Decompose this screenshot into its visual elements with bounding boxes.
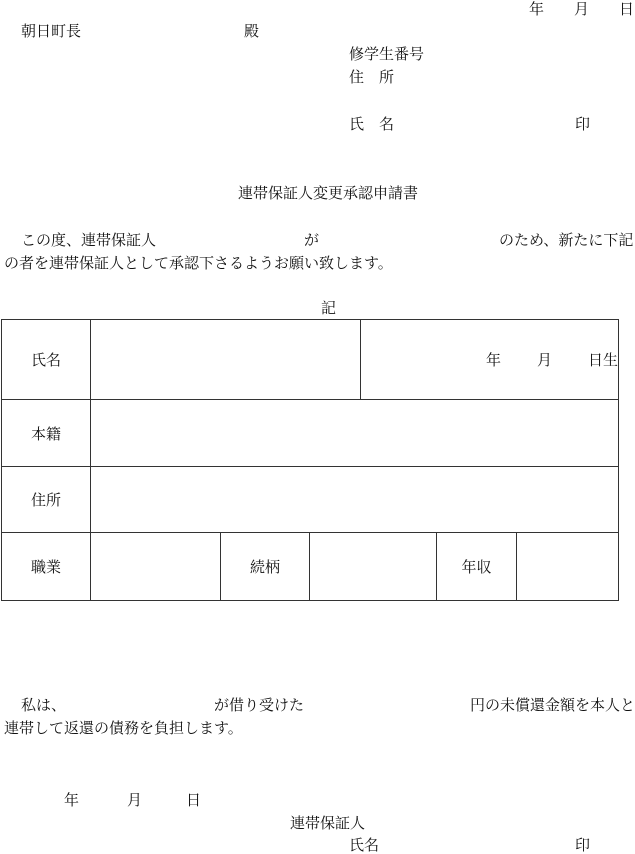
dob-month: 月 — [537, 351, 553, 369]
income-value-cell — [517, 533, 619, 601]
dob-day: 日生 — [588, 351, 619, 369]
occupation-value-cell — [91, 533, 221, 601]
dob-year: 年 — [485, 351, 501, 369]
applicant-address-label: 住 所 — [349, 68, 395, 86]
relation-value-cell — [310, 533, 437, 601]
footer-name-label: 氏名 — [349, 836, 380, 854]
guarantor-table — [1, 319, 619, 601]
relation-label-cell — [221, 533, 310, 601]
name-label-cell — [2, 320, 91, 400]
domicile-row — [2, 400, 619, 467]
header-date-year: 年 — [529, 0, 545, 18]
domicile-value-cell — [91, 400, 619, 467]
table-relation-label: 続柄 — [249, 558, 280, 576]
pledge-text-2: が借り受けた — [214, 696, 305, 714]
address-value-cell — [91, 467, 619, 533]
footer-date-year: 年 — [64, 791, 80, 809]
table-income-label: 年収 — [461, 558, 492, 576]
header-date-day: 日 — [619, 0, 635, 18]
table-address-label: 住所 — [30, 491, 61, 509]
pledge-text-line2: 連帯して返還の債務を負担します。 — [4, 719, 243, 737]
occupation-row — [2, 533, 619, 601]
applicant-seal: 印 — [575, 115, 591, 133]
table-domicile-label: 本籍 — [30, 424, 61, 443]
pledge-text-1: 私は、 — [21, 696, 67, 714]
student-number-label: 修学生番号 — [349, 45, 425, 63]
table-name-label: 氏名 — [30, 351, 61, 369]
address-label-cell — [2, 467, 91, 533]
ki-heading: 記 — [321, 299, 337, 317]
birth-date-cell — [361, 320, 619, 400]
occupation-label-cell — [2, 533, 91, 601]
request-text-1: この度、連帯保証人 — [21, 231, 157, 249]
domicile-label-cell — [2, 400, 91, 467]
honorific: 殿 — [244, 22, 260, 40]
footer-date-month: 月 — [127, 791, 143, 809]
footer-seal: 印 — [575, 836, 591, 854]
header-date-month: 月 — [574, 0, 590, 18]
name-value-cell — [91, 320, 361, 400]
address-row — [2, 467, 619, 533]
request-text-line2: の者を連帯保証人として承認下さるようお願い致します。 — [4, 254, 393, 272]
income-label-cell — [437, 533, 517, 601]
request-text-3: のため、新たに下記 — [499, 231, 634, 249]
name-row — [2, 320, 619, 400]
footer-guarantor-label: 連帯保証人 — [290, 814, 366, 832]
pledge-text-3: 円の未償還金額を本人と — [470, 696, 635, 714]
document-title: 連帯保証人変更承認申請書 — [238, 184, 419, 202]
table-occupation-label: 職業 — [30, 558, 61, 576]
footer-date-day: 日 — [186, 791, 202, 809]
addressee: 朝日町長 — [21, 22, 82, 40]
request-text-2: が — [304, 231, 320, 249]
applicant-name-label: 氏 名 — [349, 115, 395, 133]
